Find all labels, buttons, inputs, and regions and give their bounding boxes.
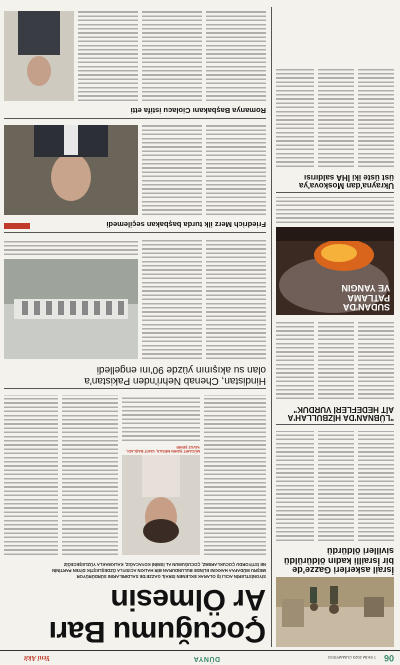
lubnan-body-col3 <box>276 319 314 399</box>
israel-body-col3 <box>276 431 314 541</box>
main-kicker <box>4 561 266 579</box>
main-kicker-line3: NE İSTİYORDU ÇOCUKLARIMIZ, ÇOCUĞUMUN AL İSMİNİ KOYACAĞIZ, KALKMAKLA YÜZLEŞECEĞİZ <box>63 562 266 567</box>
merz-body-col1 <box>206 125 266 215</box>
main-body-col1 <box>204 395 266 555</box>
merz-tag <box>4 223 30 229</box>
dam-photo <box>4 259 138 359</box>
ukrayna-headline <box>276 172 394 189</box>
page-date: 7 EKİM 2023 CUMARTESİ <box>328 655 376 660</box>
main-headline-line1: Çocuğumu Barı <box>49 615 266 648</box>
hindistan-headline <box>4 364 266 385</box>
child-image <box>122 455 200 555</box>
main-kicker-line2: MEŞRU MÜDAFAA HAKKINI ELİNDE BULUNDURAN BİR HALKIN ACISIYLA ÖZDEŞLEŞTİK DİYEN PARTİNİN <box>52 568 266 573</box>
main-headline <box>4 584 266 647</box>
hindistan-headline-line2: olan su akışının yüzde 90'ını engelledi <box>96 364 266 376</box>
romanya-image <box>4 11 74 101</box>
divider <box>4 118 266 119</box>
merz-photo <box>4 125 138 215</box>
hindistan-body-col1 <box>206 239 266 359</box>
ukrayna-body-col3 <box>276 67 314 167</box>
section-title: DÜNYA <box>193 655 220 662</box>
sudan-overlay-line3: VE YANGIN <box>341 283 390 294</box>
sudan-overlay-line2: PATLAMA <box>347 292 390 303</box>
column-divider <box>271 7 272 647</box>
lubnan-headline-line2: AİT HEDEFLERİ VURDUK" <box>293 404 394 414</box>
main-kicker-line1: SİYONİSTLERİN ACILI İŞ OLARAK EKLENEN İSRAİL GAZZE'DE SALDIRILARINI SÜRDÜRÜYOR <box>76 574 266 579</box>
divider <box>4 388 266 389</box>
israel-soldiers-photo <box>276 577 394 647</box>
israel-headline-line2: bir İsrailli kadın öldürüldü <box>283 555 394 566</box>
ukrayna-headline-line2: üst üste iki İHA saldırısı <box>304 172 394 182</box>
lubnan-body-col1 <box>358 319 394 399</box>
romanya-body-col1 <box>206 11 266 101</box>
hindistan-body-col2 <box>142 239 202 359</box>
child-photo-caption: MÜCAHİT ŞAHİN MESAJI, VAKİT BAŞLADI, YAVUZ ŞEHİR <box>126 444 200 453</box>
merz-body-col2 <box>142 125 202 215</box>
main-body-col3 <box>62 395 118 555</box>
sudan-overlay <box>341 283 390 311</box>
romanya-headline: Romanya Başbakanı Ciolacu istifa etti <box>130 106 266 115</box>
main-body-col2 <box>122 395 200 441</box>
merz-headline: Friedrich Merz ilk turda başbakan seçilemedi <box>106 220 266 229</box>
israel-body-col2 <box>318 431 354 541</box>
child-photo <box>122 455 200 555</box>
merz-image <box>4 125 138 215</box>
israel-body-col1 <box>358 431 394 541</box>
romanya-photo <box>4 11 74 101</box>
hindistan-body-col3 <box>4 239 138 255</box>
israel-headline-line1: İsrail askerleri Gazze'de <box>292 565 394 575</box>
brand-logo: Yeni Akit <box>24 654 50 662</box>
dam-image <box>4 259 138 359</box>
hindistan-headline-line1: Hindistan, Chenab Nehri'nden Pakistan'a <box>84 375 266 386</box>
romanya-body-col3 <box>78 11 138 101</box>
ukrayna-headline-line1: Ukrayna'dan Moskova'ya <box>299 181 394 190</box>
israel-soldiers-image <box>276 577 394 647</box>
ukrayna-body-col2 <box>318 67 354 167</box>
main-headline-line2: Ar Ölmesin <box>110 583 266 617</box>
lubnan-headline <box>276 404 394 421</box>
divider <box>276 424 394 425</box>
main-body-col4 <box>4 395 58 555</box>
divider <box>4 232 266 233</box>
sudan-body <box>276 197 394 223</box>
ukrayna-body-col1 <box>358 67 394 167</box>
romanya-body-col2 <box>142 11 202 101</box>
divider <box>276 192 394 193</box>
page-header <box>0 650 400 665</box>
sudan-photo <box>276 227 394 315</box>
lubnan-headline-line1: "LÜBNAN'DA HİZBULLAH'A <box>287 413 394 422</box>
page-number: 06 <box>383 653 394 663</box>
lubnan-body-col2 <box>318 319 354 399</box>
israel-headline <box>276 546 394 574</box>
sudan-overlay-line1: SUDAN'DA <box>342 302 390 312</box>
israel-headline-line3: sivilleri öldürdü <box>326 546 394 557</box>
